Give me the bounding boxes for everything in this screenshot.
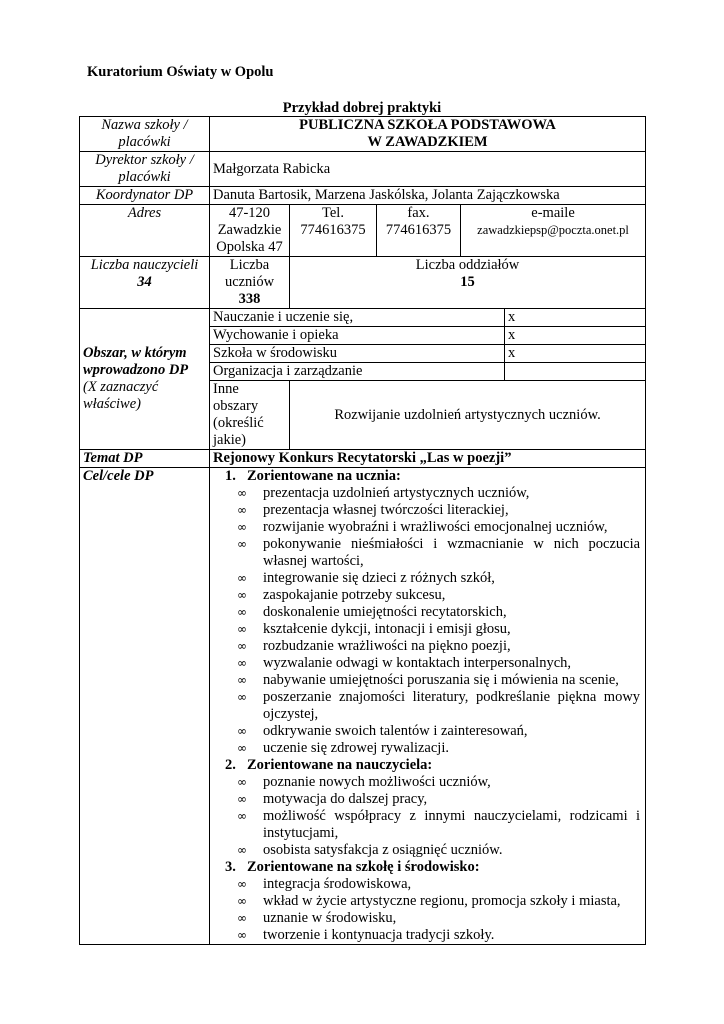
school-name-line2: W ZAWADZKIEM bbox=[367, 134, 488, 150]
infinity-bullet-icon: ∞ bbox=[237, 503, 247, 517]
goals-label: Cel/cele DP bbox=[80, 468, 210, 945]
goal-item bbox=[237, 587, 642, 604]
goal-items bbox=[225, 485, 642, 757]
director-label: Dyrektor szkoły / placówki bbox=[80, 152, 210, 187]
goal-item bbox=[237, 604, 642, 621]
goal-item-text: kształcenie dykcji, intonacji i emisji głosu, bbox=[263, 621, 511, 637]
infinity-bullet-icon: ∞ bbox=[237, 741, 247, 755]
fax-value: 774616375 bbox=[385, 222, 452, 238]
goal-group-number: 3. bbox=[225, 859, 236, 875]
goal-items bbox=[225, 876, 642, 944]
infinity-bullet-icon: ∞ bbox=[237, 537, 247, 551]
goal-item-text: doskonalenie umiejętności recytatorskich, bbox=[263, 604, 507, 620]
infinity-bullet-icon: ∞ bbox=[237, 894, 247, 908]
goal-item bbox=[237, 519, 642, 536]
branches-label: Liczba oddziałów bbox=[415, 257, 520, 273]
areas-hint: (X zaznaczyć właściwe) bbox=[83, 379, 159, 412]
goal-item bbox=[237, 502, 642, 519]
area-name-4: Organizacja i zarządzanie bbox=[210, 363, 505, 381]
goal-item bbox=[237, 689, 642, 723]
infinity-bullet-icon: ∞ bbox=[237, 792, 247, 806]
teachers-cell bbox=[80, 257, 210, 309]
goal-group-heading bbox=[225, 859, 642, 876]
area-name-2: Wychowanie i opieka bbox=[210, 327, 505, 345]
goal-item-text: możliwość współpracy z innymi nauczycielami, rodzicami i instytucjami, bbox=[263, 808, 641, 841]
infinity-bullet-icon: ∞ bbox=[237, 928, 247, 942]
goal-item-text: prezentacja uzdolnień artystycznych uczniów, bbox=[263, 485, 530, 501]
topic-value: Rejonowy Konkurs Recytatorski „Las w poezji” bbox=[210, 450, 646, 468]
goal-item-text: integrowanie się dzieci z różnych szkół, bbox=[263, 570, 495, 586]
infinity-bullet-icon: ∞ bbox=[237, 639, 247, 653]
students-value: 338 bbox=[238, 291, 261, 307]
goal-item-text: prezentacja własnej twórczości literackiej, bbox=[263, 502, 509, 518]
row-stats bbox=[80, 257, 646, 309]
infinity-bullet-icon: ∞ bbox=[237, 622, 247, 636]
email-value: zawadzkiepsp@poczta.onet.pl bbox=[477, 223, 629, 237]
tel-label: Tel. bbox=[322, 205, 344, 221]
coordinator-value: Danuta Bartosik, Marzena Jaskólska, Jolanta Zajączkowska bbox=[210, 187, 646, 205]
goal-item bbox=[237, 876, 642, 893]
row-director bbox=[80, 152, 646, 187]
areas-label-cell bbox=[80, 309, 210, 450]
infinity-bullet-icon: ∞ bbox=[237, 588, 247, 602]
goals-cell bbox=[210, 468, 646, 945]
goal-item-text: tworzenie i kontynuacja tradycji szkoły. bbox=[263, 927, 495, 943]
goal-item bbox=[237, 621, 642, 638]
goal-item-text: uznanie w środowisku, bbox=[263, 910, 397, 926]
goal-item bbox=[237, 655, 642, 672]
teachers-label: Liczba nauczycieli bbox=[90, 257, 199, 273]
area-name-1: Nauczanie i uczenie się, bbox=[210, 309, 505, 327]
infinity-bullet-icon: ∞ bbox=[237, 486, 247, 500]
infinity-bullet-icon: ∞ bbox=[237, 724, 247, 738]
goal-group bbox=[225, 859, 642, 944]
row-coordinator bbox=[80, 187, 646, 205]
goal-item-text: wkład w życie artystyczne regionu, promocja szkoły i miasta, bbox=[263, 893, 621, 909]
goal-item-text: osobista satysfakcja z osiągnięć uczniów. bbox=[263, 842, 503, 858]
goal-group bbox=[225, 757, 642, 859]
tel-value: 774616375 bbox=[300, 222, 366, 238]
infinity-bullet-icon: ∞ bbox=[237, 690, 247, 704]
students-cell bbox=[210, 257, 290, 309]
address-fax bbox=[377, 205, 461, 257]
students-label: Liczba uczniów bbox=[224, 257, 275, 290]
goal-group-title: Zorientowane na szkołę i środowisko: bbox=[247, 859, 480, 875]
area-mark-3: x bbox=[505, 345, 646, 363]
goal-item-text: rozwijanie wyobraźni i wrażliwości emocjonalnej uczniów, bbox=[263, 519, 608, 535]
infinity-bullet-icon: ∞ bbox=[237, 605, 247, 619]
address-tel bbox=[290, 205, 377, 257]
row-area-1 bbox=[80, 309, 646, 327]
goal-item-text: pokonywanie nieśmiałości i wzmacnianie w nich poczucia własnej wartości, bbox=[263, 536, 641, 569]
row-goals bbox=[80, 468, 646, 945]
goal-items bbox=[225, 774, 642, 859]
goal-item bbox=[237, 893, 642, 910]
infinity-bullet-icon: ∞ bbox=[237, 656, 247, 670]
area-name-3: Szkoła w środowisku bbox=[210, 345, 505, 363]
row-school bbox=[80, 117, 646, 152]
goal-item-text: nabywanie umiejętności poruszania się i mówienia na scenie, bbox=[263, 672, 619, 688]
goal-item bbox=[237, 723, 642, 740]
row-topic bbox=[80, 450, 646, 468]
goal-group-title: Zorientowane na nauczyciela: bbox=[247, 757, 433, 773]
area-other-label: Inne obszary (określić jakie) bbox=[210, 381, 290, 450]
infinity-bullet-icon: ∞ bbox=[237, 775, 247, 789]
goal-item-text: wyzwalanie odwagi w kontaktach interpersonalnych, bbox=[263, 655, 572, 671]
area-mark-1: x bbox=[505, 309, 646, 327]
infinity-bullet-icon: ∞ bbox=[237, 571, 247, 585]
goal-group-heading bbox=[225, 757, 642, 774]
area-mark-4 bbox=[505, 363, 646, 381]
page-header: Kuratorium Oświaty w Opolu bbox=[87, 64, 274, 80]
address-label: Adres bbox=[80, 205, 210, 257]
goal-group-number: 1. bbox=[225, 468, 236, 484]
director-value: Małgorzata Rabicka bbox=[210, 152, 646, 187]
practice-form-table bbox=[79, 116, 646, 945]
goal-item bbox=[237, 672, 642, 689]
address-email bbox=[461, 205, 646, 257]
area-mark-2: x bbox=[505, 327, 646, 345]
goal-item bbox=[237, 570, 642, 587]
infinity-bullet-icon: ∞ bbox=[237, 520, 247, 534]
goal-group bbox=[225, 468, 642, 757]
email-label: e-maile bbox=[531, 205, 575, 221]
branches-value: 15 bbox=[460, 274, 475, 290]
school-name-line1: PUBLICZNA SZKOŁA PODSTAWOWA bbox=[299, 117, 556, 133]
goal-item bbox=[237, 638, 642, 655]
goal-item bbox=[237, 842, 642, 859]
fax-label: fax. bbox=[407, 205, 430, 221]
goal-group-title: Zorientowane na ucznia: bbox=[247, 468, 401, 484]
goal-item-text: zaspokajanie potrzeby sukcesu, bbox=[263, 587, 446, 603]
document-title: Przykład dobrej praktyki bbox=[282, 100, 442, 116]
topic-label: Temat DP bbox=[80, 450, 210, 468]
goal-item-text: motywacja do dalszej pracy, bbox=[263, 791, 428, 807]
goal-group-number: 2. bbox=[225, 757, 236, 773]
goal-item bbox=[237, 536, 642, 570]
address-postal: 47-120 Zawadzkie Opolska 47 bbox=[210, 205, 290, 257]
goal-item bbox=[237, 791, 642, 808]
goal-item bbox=[237, 774, 642, 791]
row-address bbox=[80, 205, 646, 257]
goal-item-text: odkrywanie swoich talentów i zainteresowań, bbox=[263, 723, 528, 739]
goal-item-text: poznanie nowych możliwości uczniów, bbox=[263, 774, 491, 790]
school-label: Nazwa szkoły / placówki bbox=[80, 117, 210, 152]
goal-item bbox=[237, 485, 642, 502]
goal-item bbox=[237, 927, 642, 944]
goal-item bbox=[237, 910, 642, 927]
goal-item-text: rozbudzanie wrażliwości na piękno poezji, bbox=[263, 638, 511, 654]
goal-item bbox=[237, 808, 642, 842]
school-name bbox=[210, 117, 646, 152]
infinity-bullet-icon: ∞ bbox=[237, 673, 247, 687]
infinity-bullet-icon: ∞ bbox=[237, 911, 247, 925]
goal-item-text: integracja środowiskowa, bbox=[263, 876, 412, 892]
infinity-bullet-icon: ∞ bbox=[237, 809, 247, 823]
goals-list bbox=[213, 468, 642, 944]
goal-item bbox=[237, 740, 642, 757]
area-other-value: Rozwijanie uzdolnień artystycznych uczniów. bbox=[290, 381, 646, 450]
coordinator-label: Koordynator DP bbox=[80, 187, 210, 205]
areas-label: Obszar, w którym wprowadzono DP bbox=[83, 345, 189, 378]
goal-item-text: poszerzanie znajomości literatury, podkreślanie piękna mowy ojczystej, bbox=[263, 689, 641, 722]
branches-cell bbox=[290, 257, 646, 309]
infinity-bullet-icon: ∞ bbox=[237, 843, 247, 857]
goal-item-text: uczenie się zdrowej rywalizacji. bbox=[263, 740, 449, 756]
goal-group-heading bbox=[225, 468, 642, 485]
teachers-value: 34 bbox=[137, 274, 152, 290]
infinity-bullet-icon: ∞ bbox=[237, 877, 247, 891]
